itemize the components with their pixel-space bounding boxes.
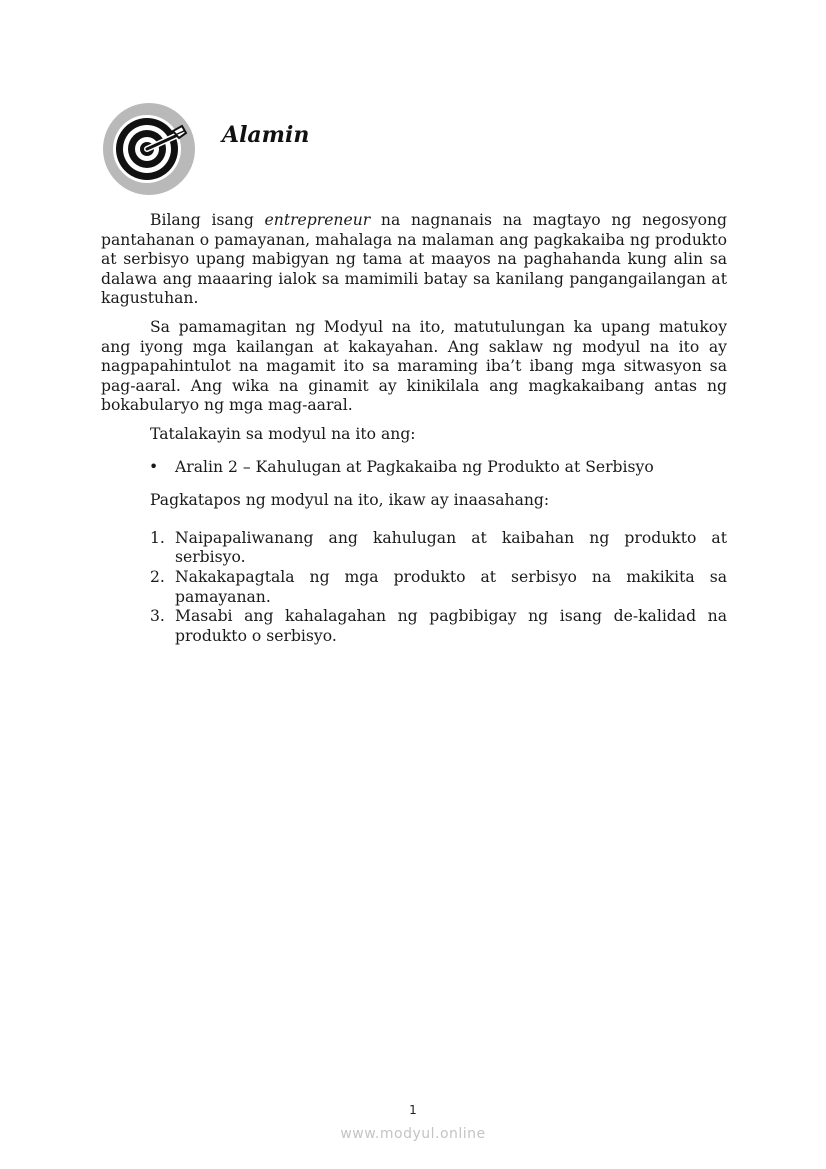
lesson-title: Aralin 2 – Kahulugan at Pagkakaiba ng Produkto at Serbisyo bbox=[175, 457, 654, 476]
intro-paragraph-2: Sa pamamagitan ng Modyul na ito, matutulungan ka upang matukoy ang iyong mga kailangan at kakayahan. Ang saklaw ng modyul na ito ay nagpapahintulot na magamit ito sa maraming iba’t ibang mga sitwasyon sa pag-aaral. Ang wika na ginamit ay kinikilala ang magkakaibang antas ng bokabularyo ng mga mag-aaral. bbox=[101, 317, 727, 415]
section-header bbox=[102, 102, 702, 198]
list-item bbox=[150, 607, 727, 646]
objectives-list bbox=[101, 529, 727, 647]
list-item bbox=[150, 528, 727, 568]
emphasis-entrepreneur: entrepreneur bbox=[264, 211, 371, 229]
page-number: 1 bbox=[409, 1103, 417, 1117]
item-number: 3. bbox=[150, 607, 165, 626]
target-icon bbox=[102, 102, 196, 196]
list-item bbox=[150, 567, 727, 607]
lessons-lead: Tatalakayin sa modyul na ito ang: bbox=[150, 424, 416, 443]
list-item bbox=[149, 457, 727, 478]
watermark: www.modyul.online bbox=[340, 1126, 486, 1142]
intro-paragraph-1: Bilang isang entrepreneur na nagnanais na magtayo ng negosyong pantahanan o pamayanan, mahalaga na malaman ang pagkakaiba ng produkto at serbisyo upang mabigyan ng tama at maayos na paghahanda kung alin sa dalawa ang maaaring ialok sa mamimili batay sa kanilang pangangailangan at kagustuhan. bbox=[101, 211, 727, 308]
module-content bbox=[101, 211, 727, 646]
lesson-list bbox=[101, 458, 727, 478]
section-title: Alamin bbox=[222, 122, 310, 148]
objective-text: Masabi ang kahalagahan ng pagbibigay ng isang de-kalidad na produkto o serbisyo. bbox=[175, 607, 727, 645]
item-number: 1. bbox=[150, 528, 165, 547]
item-number: 2. bbox=[150, 567, 165, 586]
objective-text: Nakakapagtala ng mga produkto at serbisyo na makikita sa pamayanan. bbox=[175, 567, 727, 606]
objectives-lead: Pagkatapos ng modyul na ito, ikaw ay inaasahang: bbox=[150, 491, 550, 510]
bullet-icon: • bbox=[149, 457, 159, 476]
objective-text: Naipapaliwanang ang kahulugan at kaibahan ng produkto at serbisyo. bbox=[175, 528, 727, 567]
